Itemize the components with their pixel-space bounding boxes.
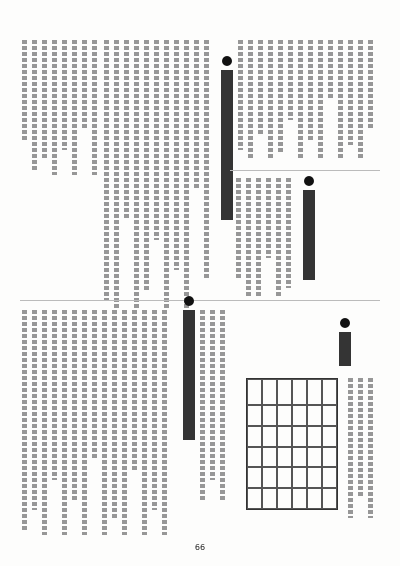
text-block-middle-upper (104, 40, 216, 320)
text-block-top-right (238, 40, 378, 160)
score-table (246, 378, 338, 510)
section-heading (303, 190, 315, 280)
heading-marker-icon (222, 56, 232, 66)
divider (230, 170, 380, 171)
text-block-lower-middle (200, 310, 236, 510)
heading-marker-icon (340, 318, 350, 328)
heading-marker-icon (184, 296, 194, 306)
score-table-heading (339, 332, 351, 366)
text-block-lower-right (348, 378, 378, 528)
text-block-top-left (22, 40, 97, 180)
text-block-right-middle (236, 178, 298, 298)
page-number: 66 (194, 543, 206, 552)
divider (20, 300, 380, 301)
section-heading (221, 70, 233, 220)
heading-marker-icon (304, 176, 314, 186)
text-block-lower-left (22, 310, 174, 540)
section-heading (183, 310, 195, 440)
